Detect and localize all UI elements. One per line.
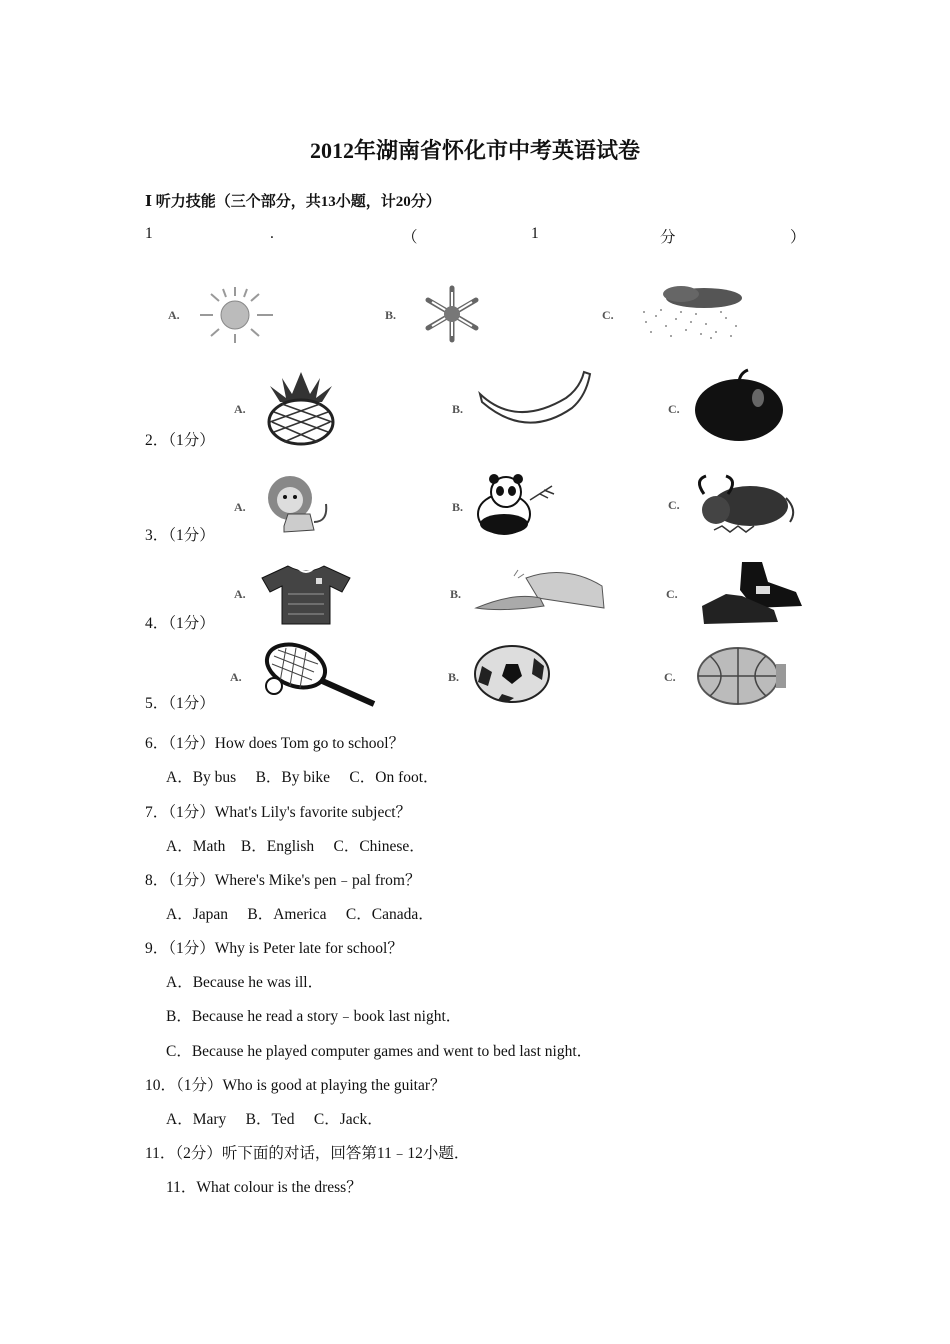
q2-option-b-label: B. xyxy=(452,402,464,416)
q4-option-b-label: B. xyxy=(450,587,462,601)
q3-option-c-label: C. xyxy=(668,498,680,512)
rain-cloud-icon xyxy=(636,284,746,344)
q2-option-c-label: C. xyxy=(668,402,680,416)
tshirt-icon xyxy=(258,564,354,626)
basketball-icon xyxy=(696,644,788,706)
q8-options: A．Japan B．America C．Canada． xyxy=(166,906,434,923)
q5-prefix: 5．（1分） xyxy=(145,695,215,712)
snowflake-icon xyxy=(412,284,492,344)
q11-sub-question: 11．What colour is the dress？ xyxy=(166,1179,362,1196)
q7-stem: 7．（1分）What's Lily's favorite subject？ xyxy=(145,804,412,821)
q1-option-c-label: C. xyxy=(602,308,614,322)
q5-option-b-label: B. xyxy=(448,670,460,684)
q10-stem: 10．（1分）Who is good at playing the guitar？ xyxy=(145,1077,446,1094)
q4-prefix: 4．（1分） xyxy=(145,615,215,632)
q3-option-a-label: A. xyxy=(234,500,246,514)
q9-option-a: A．Because he was ill． xyxy=(166,974,324,991)
q9-option-b: B．Because he read a story﹣book last night． xyxy=(166,1008,462,1025)
apple-icon xyxy=(692,368,786,442)
q7-options: A．Math B．English C．Chinese． xyxy=(166,838,425,855)
q1-paren-close: ） xyxy=(790,229,806,246)
banana-icon xyxy=(476,368,592,430)
pineapple-icon xyxy=(262,370,340,446)
panda-icon xyxy=(474,474,560,536)
q4-option-c-label: C. xyxy=(666,587,678,601)
q1-unit: 分 xyxy=(660,229,676,246)
shoes-icon xyxy=(696,558,806,628)
q1-dot: . xyxy=(270,225,274,242)
q9-stem: 9．（1分）Why is Peter late for school？ xyxy=(145,940,403,957)
q1-option-a-label: A. xyxy=(168,308,180,322)
q11-stem: 11．（2分）听下面的对话，回答第11﹣12小题． xyxy=(145,1145,470,1162)
sun-icon xyxy=(195,285,275,345)
tennis-racket-icon xyxy=(262,642,380,708)
cap-icon xyxy=(474,568,606,614)
q2-prefix: 2．（1分） xyxy=(145,432,215,449)
q9-option-c: C．Because he played computer games and went to bed last night． xyxy=(166,1043,593,1060)
q2-option-a-label: A. xyxy=(234,402,246,416)
q4-option-a-label: A. xyxy=(234,587,246,601)
q10-options: A．Mary B．Ted C．Jack． xyxy=(166,1111,383,1128)
q3-option-b-label: B. xyxy=(452,500,464,514)
q6-stem: 6．（1分）How does Tom go to school？ xyxy=(145,735,405,752)
q5-option-c-label: C. xyxy=(664,670,676,684)
q5-option-a-label: A. xyxy=(230,670,242,684)
page-title: 2012年湖南省怀化市中考英语试卷 xyxy=(309,138,640,163)
q1-number: 1 xyxy=(145,225,153,242)
lion-icon xyxy=(262,474,338,538)
bull-icon xyxy=(694,474,802,536)
q1-option-b-label: B. xyxy=(385,308,397,322)
q8-stem: 8．（1分）Where's Mike's pen﹣pal from？ xyxy=(145,872,421,889)
q1-score: 1 xyxy=(531,225,539,242)
section-heading: Ⅰ 听力技能（三个部分，共13小题，计20分） xyxy=(145,194,441,210)
q6-options: A．By bus B．By bike C．On foot． xyxy=(166,769,439,786)
q3-prefix: 3．（1分） xyxy=(145,527,215,544)
soccer-ball-icon xyxy=(472,644,552,704)
q1-paren-open: （ xyxy=(402,229,418,246)
